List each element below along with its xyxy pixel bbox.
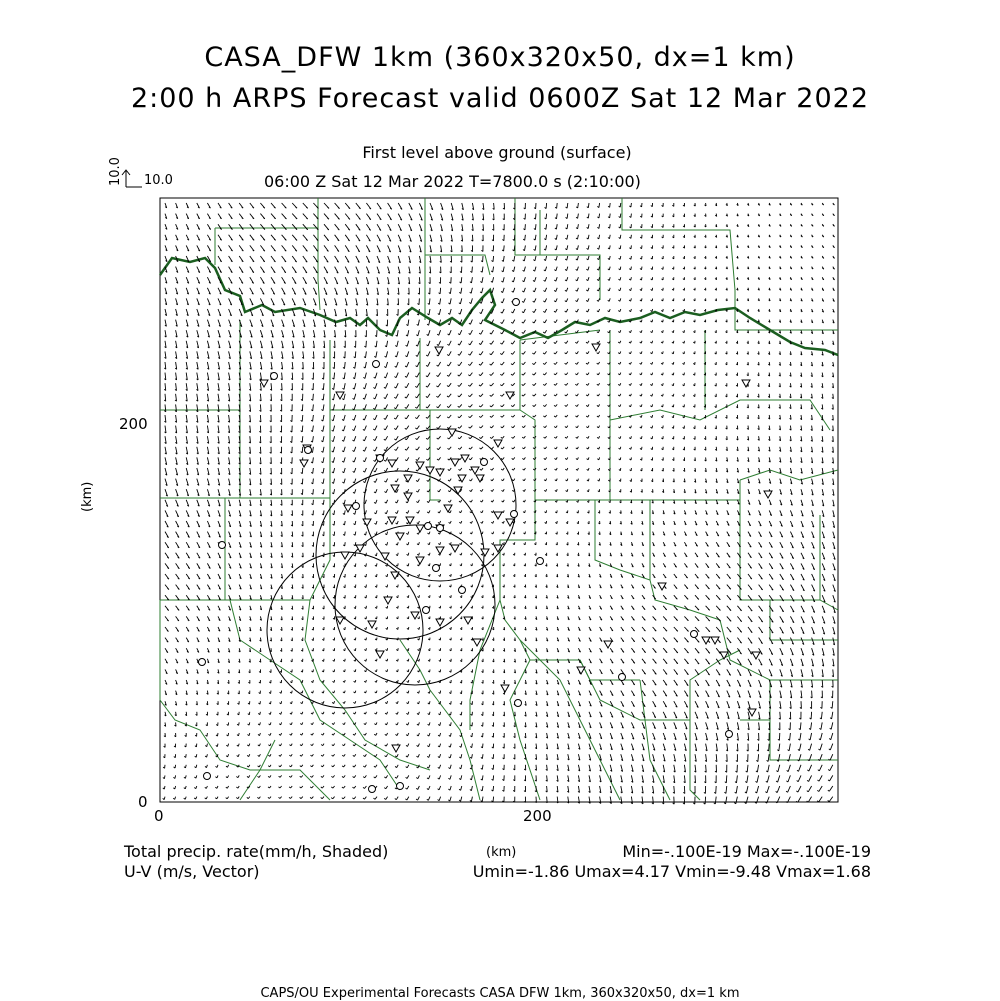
- wind-vector: [398, 320, 399, 326]
- wind-vector: [313, 479, 314, 484]
- vector-key: [122, 170, 142, 187]
- uv-min-max: Umin=-1.86 Umax=4.17 Vmin=-9.48 Vmax=1.68: [473, 862, 871, 881]
- forecast-valid-title: 2:00 h ARPS Forecast valid 0600Z Sat 12 Mar 2022: [0, 83, 1000, 114]
- wind-vector: [504, 245, 505, 251]
- wind-vector: [535, 224, 536, 230]
- wind-vector: [366, 341, 367, 348]
- wind-vector: [313, 394, 314, 401]
- wind-vector: [620, 224, 621, 228]
- wind-vector: [419, 277, 420, 284]
- wind-vector: [345, 532, 346, 536]
- wind-vector: [631, 214, 632, 218]
- wind-vector: [302, 436, 303, 442]
- wind-vector: [324, 510, 325, 515]
- wind-vector: [620, 203, 621, 207]
- wind-vector: [313, 351, 314, 358]
- y-axis-label: (km): [80, 482, 95, 512]
- wind-vector: [546, 214, 547, 219]
- wind-vector: [260, 447, 261, 454]
- wind-vector: [334, 521, 335, 525]
- precip-legend-label: Total precip. rate(mm/h, Shaded): [124, 842, 388, 861]
- wind-vector: [377, 309, 378, 316]
- wind-vector: [483, 224, 484, 230]
- wind-vector: [323, 383, 324, 390]
- wind-vector: [303, 362, 304, 369]
- y-tick-0: 0: [138, 793, 148, 811]
- wind-vector: [462, 245, 463, 251]
- wind-vector: [271, 394, 272, 401]
- wind-vector: [260, 404, 261, 411]
- vector-legend-label: U-V (m/s, Vector): [124, 862, 260, 881]
- credit-line: CAPS/OU Experimental Forecasts CASA DFW 1km, 360x320x50, dx=1 km: [0, 986, 1000, 1001]
- x-tick-0: 0: [154, 807, 164, 825]
- wind-vector: [610, 224, 611, 228]
- wind-vector: [302, 426, 303, 432]
- wind-vector: [620, 235, 621, 239]
- wind-vector: [631, 203, 632, 207]
- wind-vector: [620, 245, 621, 249]
- x-axis-label: (km): [486, 845, 516, 860]
- wind-vector: [493, 256, 494, 262]
- wind-vector: [514, 235, 515, 241]
- wind-vector: [323, 500, 324, 505]
- wind-vector: [557, 203, 558, 208]
- wind-vector: [536, 214, 537, 220]
- wind-vector: [260, 415, 261, 422]
- wind-vector: [631, 235, 632, 239]
- wind-vector: [610, 214, 611, 218]
- wind-vector: [620, 214, 621, 218]
- time-subtitle: 06:00 Z Sat 12 Mar 2022 T=7800.0 s (2:10:00): [264, 172, 641, 191]
- vector-key-horizontal-label: 10.0: [144, 173, 173, 188]
- wind-vector: [472, 267, 473, 273]
- wind-vector: [345, 330, 346, 337]
- wind-vector: [302, 468, 303, 474]
- wind-vector: [292, 373, 293, 380]
- wind-vector: [313, 489, 314, 494]
- vector-key-vertical-label: 10.0: [108, 157, 123, 186]
- wind-vector: [472, 235, 473, 241]
- wind-vector: [355, 351, 356, 358]
- x-tick-200: 200: [523, 807, 552, 825]
- y-tick-200: 200: [119, 415, 148, 433]
- wind-vector: [345, 542, 346, 546]
- wind-vector: [546, 203, 547, 209]
- map-title: CASA_DFW 1km (360x320x50, dx=1 km): [0, 42, 1000, 73]
- wind-vector: [408, 309, 409, 315]
- wind-vector: [260, 457, 261, 464]
- wind-vector: [440, 288, 441, 294]
- wind-vector: [610, 203, 611, 207]
- precip-min-max: Min=-.100E-19 Max=-.100E-19: [622, 842, 871, 861]
- wind-vector: [631, 245, 632, 249]
- wind-vector: [525, 224, 526, 230]
- wind-vector: [282, 383, 283, 390]
- wind-vector: [302, 415, 303, 422]
- level-subtitle-text: First level above ground (surface): [362, 143, 631, 162]
- wind-vector: [302, 447, 303, 453]
